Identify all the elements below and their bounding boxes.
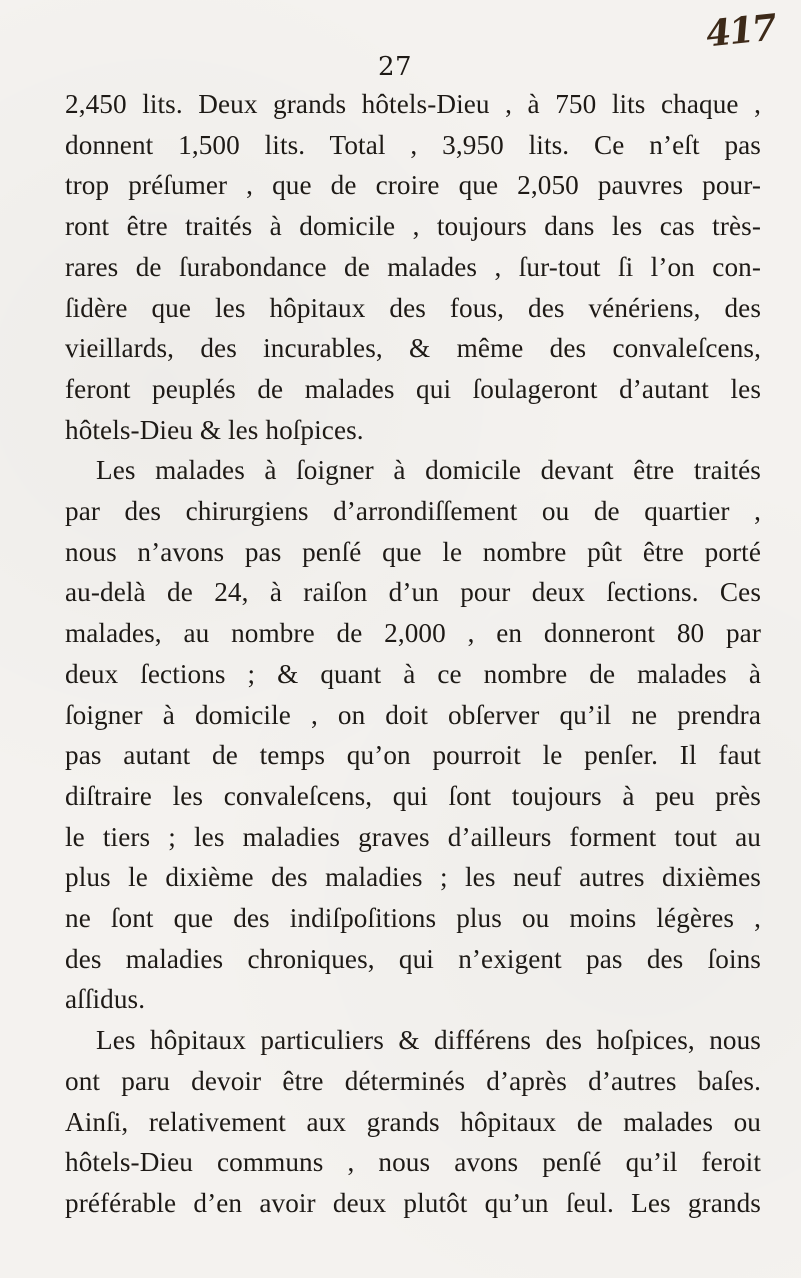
text-line: Les malades à ſoigner à domicile devant être traités [96, 455, 761, 486]
text-line: ſidère que les hôpitaux des fous, des vénériens, des [65, 292, 761, 323]
text-line: des maladies chroniques, qui n’exigent pas des ſoins [65, 943, 761, 974]
text-line: ne ſont que des indiſpoſitions plus ou moins légères , [65, 903, 761, 934]
text-line: hôtels-Dieu communs , nous avons penſé qu’il feroit [65, 1147, 761, 1178]
text-line: Les hôpitaux particuliers & différens des hoſpices, nous [96, 1025, 761, 1056]
text-line: deux ſections ; & quant à ce nombre de malades à [65, 658, 761, 689]
text-line: nous n’avons pas penſé que le nombre pût être porté [65, 536, 761, 567]
text-line: trop préſumer , que de croire que 2,050 pauvres pour- [65, 170, 761, 201]
text-line: préférable d’en avoir deux plutôt qu’un ſeul. Les grands [65, 1187, 761, 1218]
text-line: ſoigner à domicile , on doit obſerver qu’il ne prendra [65, 699, 761, 730]
text-line: le tiers ; les maladies graves d’ailleurs forment tout au [65, 821, 761, 852]
body-text [65, 84, 761, 1224]
text-line: rares de ſurabondance de malades , ſur-tout ſi l’on con- [65, 251, 761, 282]
text-line: plus le dixième des maladies ; les neuf autres dixièmes [65, 862, 761, 893]
text-line: feront peuplés de malades qui ſoulageront d’autant les [65, 373, 761, 404]
text-line: vieillards, des incurables, & même des convaleſcens, [65, 333, 761, 364]
handwritten-page-mark: 417 [703, 6, 778, 56]
page-number: 27 [378, 52, 413, 82]
text-line: par des chirurgiens d’arrondiſſement ou de quartier , [65, 496, 761, 527]
text-line: malades, au nombre de 2,000 , en donneront 80 par [65, 618, 761, 649]
text-line: donnent 1,500 lits. Total , 3,950 lits. Ce n’eſt pas [65, 129, 761, 160]
text-line: au-delà de 24, à raiſon d’un pour deux ſections. Ces [65, 577, 761, 608]
text-line: Ainſi, relativement aux grands hôpitaux de malades ou [65, 1106, 761, 1137]
text-line: 2,450 lits. Deux grands hôtels-Dieu , à 750 lits chaque , [65, 89, 761, 119]
text-line: pas autant de temps qu’on pourroit le penſer. Il faut [65, 740, 761, 771]
text-line: diſtraire les convaleſcens, qui ſont toujours à peu près [65, 780, 761, 811]
text-line: ont paru devoir être déterminés d’après d’autres baſes. [65, 1065, 761, 1096]
text-line: ront être traités à domicile , toujours dans les cas très- [65, 211, 761, 242]
text-line: aſſidus. [65, 984, 146, 1015]
text-line: hôtels-Dieu & les hoſpices. [65, 414, 364, 445]
